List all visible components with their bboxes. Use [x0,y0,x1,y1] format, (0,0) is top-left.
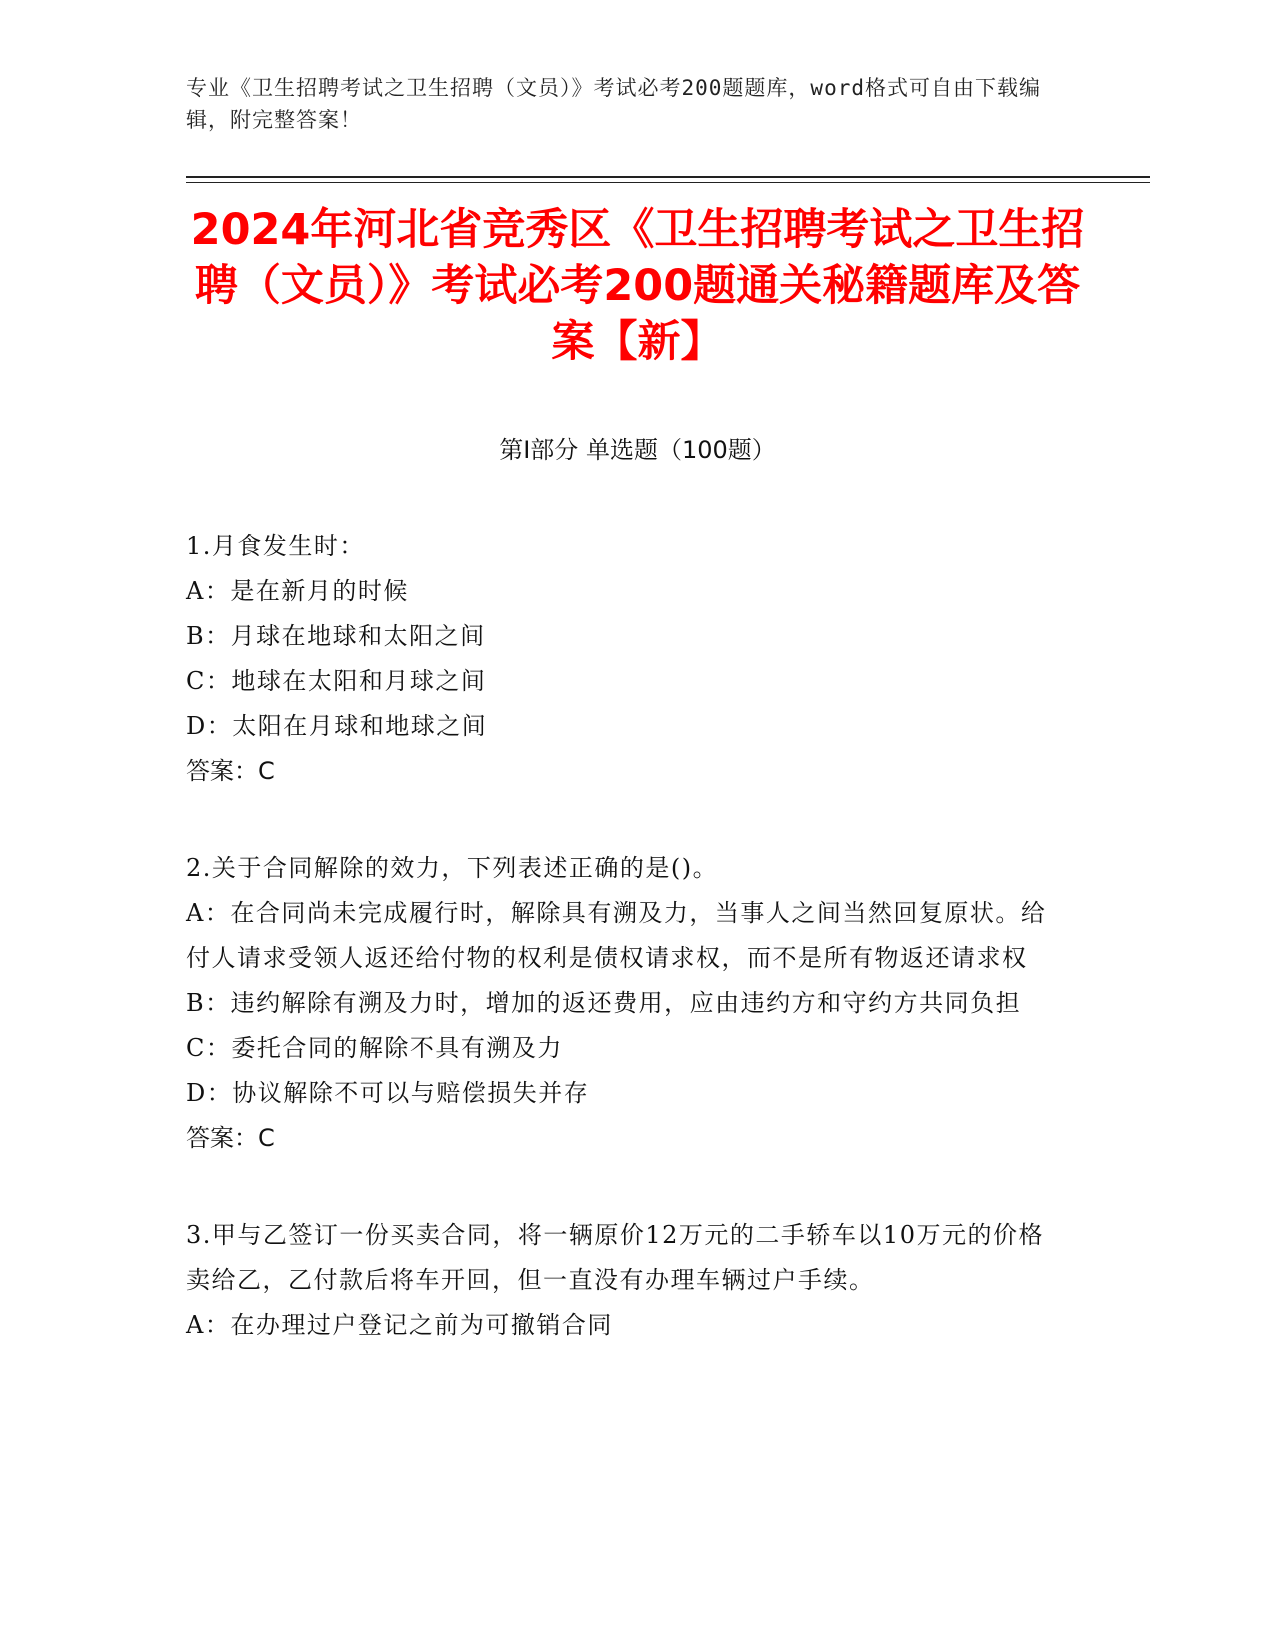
header-divider-thin [186,182,1150,183]
option-a: A：在办理过户登记之前为可撤销合同 [186,1311,613,1339]
header-divider-thick [186,176,1150,178]
option-d: D：太阳在月球和地球之间 [186,712,488,740]
question-1 [186,524,1066,794]
document-title: 2024年河北省竞秀区《卫生招聘考试之卫生招聘（文员）》考试必考200题通关秘籍题库及答案【新】 [190,205,1085,367]
question-stem: 3.甲与乙签订一份买卖合同，将一辆原价12万元的二手轿车以10万元的价格卖给乙，乙付款后将车开回，但一直没有办理车辆过户手续。 [186,1221,1044,1294]
section-title: 第I部分 单选题（100题） [499,436,776,464]
header-note: 专业《卫生招聘考试之卫生招聘（文员）》考试必考200题题库，word格式可自由下载编辑，附完整答案！ [186,76,1041,132]
option-a: A：在合同尚未完成履行时，解除具有溯及力，当事人之间当然回复原状。给付人请求受领人返还给付物的权利是债权请求权，而不是所有物返还请求权 [186,899,1047,972]
option-d: D：协议解除不可以与赔偿损失并存 [186,1079,590,1107]
option-c: C：地球在太阳和月球之间 [186,667,487,695]
answer: 答案：C [186,1124,275,1152]
question-stem: 1.月食发生时： [186,532,365,560]
question-list [186,524,1066,1400]
option-b: B：违约解除有溯及力时，增加的返还费用，应由违约方和守约方共同负担 [186,989,1022,1017]
question-2 [186,846,1066,1161]
question-stem: 2.关于合同解除的效力，下列表述正确的是()。 [186,854,719,882]
answer: 答案：C [186,757,275,785]
question-3 [186,1213,1066,1348]
option-a: A：是在新月的时候 [186,577,409,605]
option-c: C：委托合同的解除不具有溯及力 [186,1034,563,1062]
option-b: B：月球在地球和太阳之间 [186,622,486,650]
